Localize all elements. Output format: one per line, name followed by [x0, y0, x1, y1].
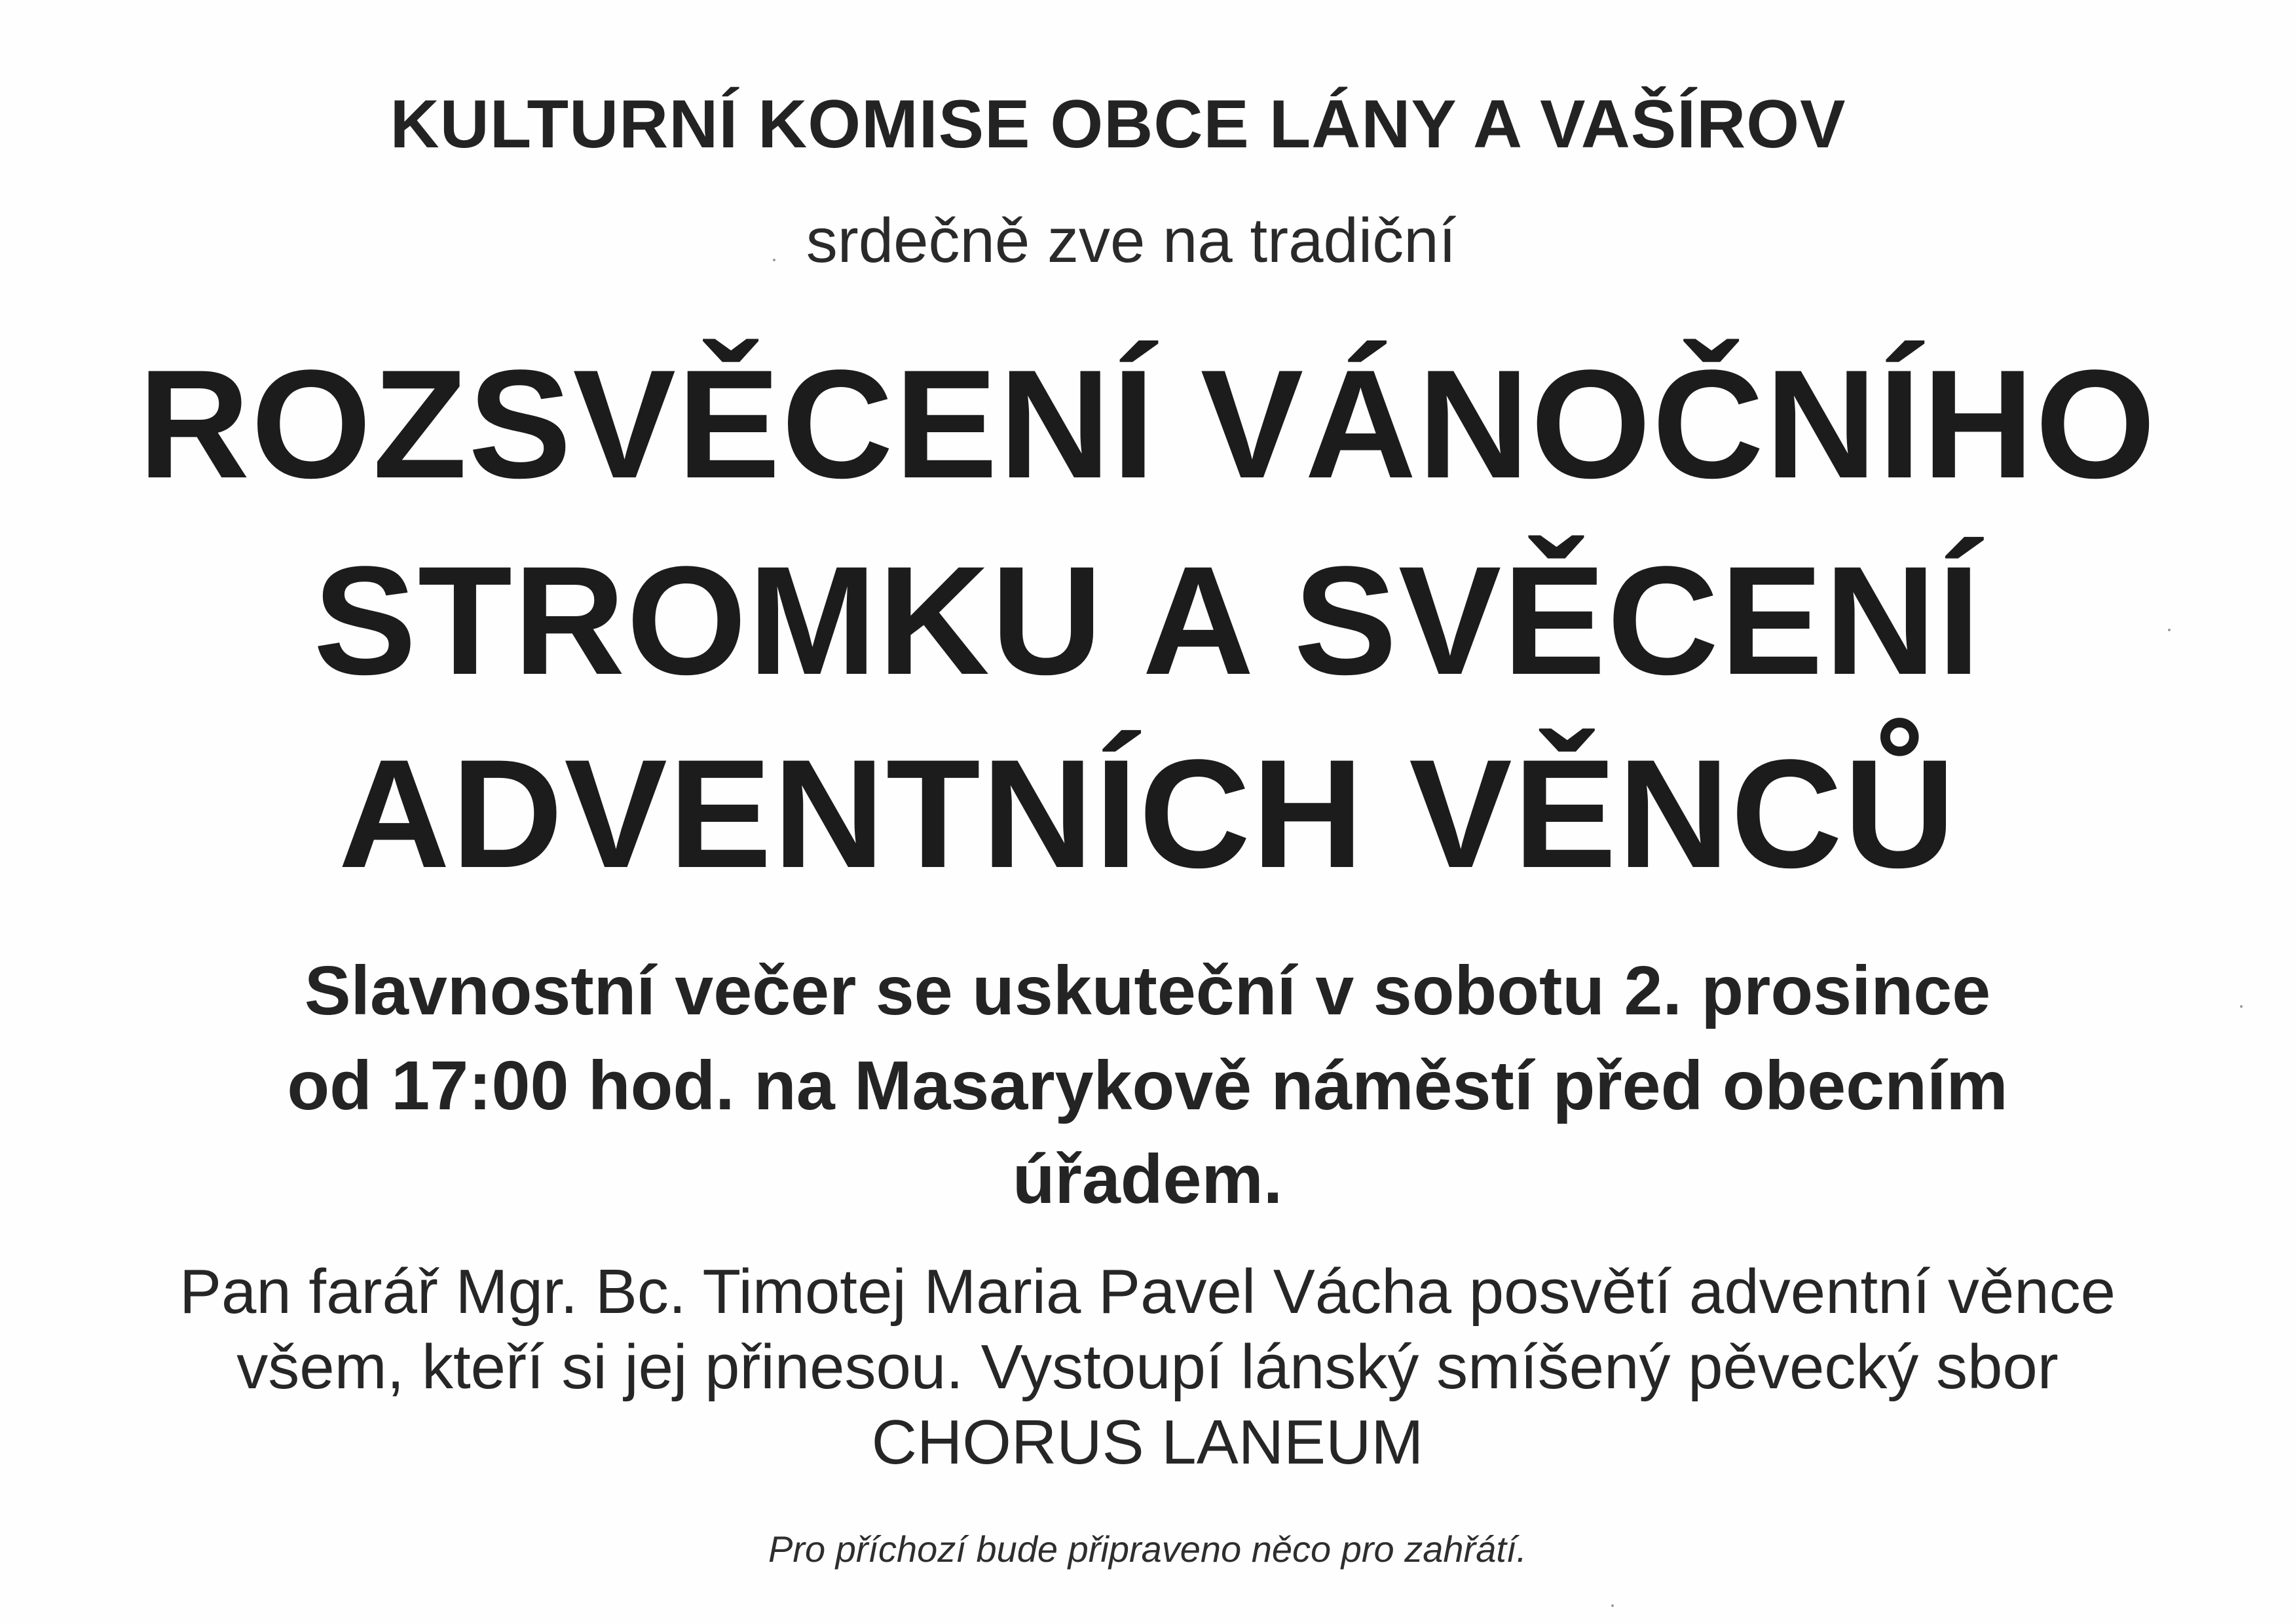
event-details-line-2: od 17:00 hod. na Masarykově náměstí před obecním: [287, 1047, 2008, 1124]
event-title-line-1: ROZSVĚCENÍ VÁNOČNÍHO: [138, 338, 2157, 511]
event-title-line-2: STROMKU A SVĚCENÍ: [313, 534, 1982, 707]
invitation-intro: srdečně zve na tradiční: [806, 206, 1457, 276]
event-title-line-3: ADVENTNÍCH VĚNCŮ: [338, 728, 1957, 900]
scan-speck: [1611, 1604, 1614, 1607]
scan-speck: [773, 259, 775, 261]
program-line-2: všem, kteří si jej přinesou. Vystoupí lánský smíšený pěvecký sbor: [236, 1332, 2059, 1402]
event-details-line-3: úřadem.: [1012, 1141, 1283, 1218]
organizer-heading: KULTURNÍ KOMISE OBCE LÁNY A VAŠÍROV: [390, 86, 1846, 162]
refreshment-note: Pro příchozí bude připraveno něco pro zahřátí.: [768, 1528, 1527, 1570]
scan-speck: [2168, 629, 2171, 631]
program-line-1: Pan farář Mgr. Bc. Timotej Maria Pavel Vácha posvětí adventní věnce: [179, 1257, 2116, 1327]
scan-speck: [2240, 1005, 2243, 1008]
program-line-3: CHORUS LANEUM: [871, 1407, 1424, 1477]
event-details-line-1: Slavnostní večer se uskuteční v sobotu 2. prosince: [304, 952, 1991, 1029]
